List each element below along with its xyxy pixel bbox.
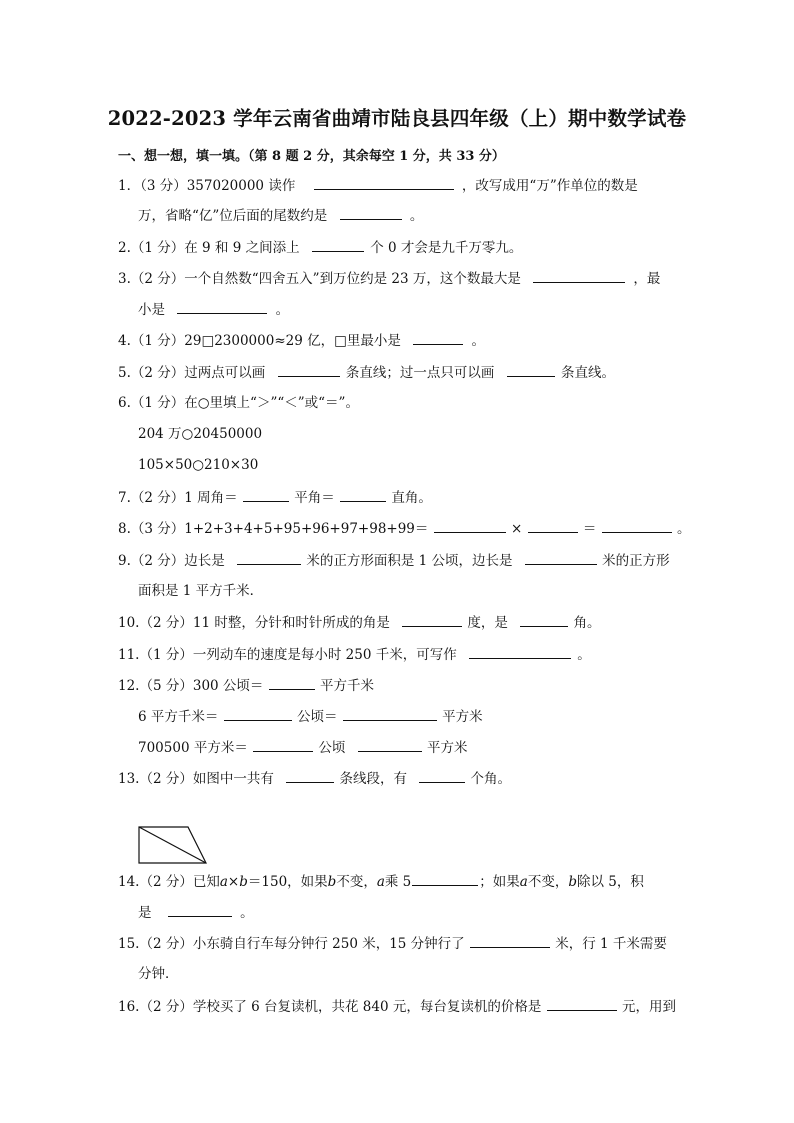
- answer-blank[interactable]: [419, 768, 465, 783]
- answer-blank[interactable]: [525, 550, 597, 565]
- answer-blank[interactable]: [520, 612, 568, 627]
- answer-blank[interactable]: [286, 768, 334, 783]
- section-heading: 一、想一想，填一填。（第 8 题 2 分，其余每空 1 分，共 33 分）: [118, 149, 505, 164]
- answer-blank[interactable]: [237, 550, 301, 565]
- question-15-line-2: 分钟．: [138, 966, 179, 982]
- answer-blank[interactable]: [340, 487, 386, 502]
- question-6-compare-2: 105×50○210×30: [138, 457, 259, 473]
- exam-title: 2022-2023 学年云南省曲靖市陆良县四年级（上）期中数学试卷: [107, 107, 687, 130]
- question-6-compare-1: 204 万○20450000: [138, 426, 263, 442]
- answer-blank[interactable]: [358, 737, 422, 752]
- question-12-line-3: 700500 平方米＝ 公顷 平方米: [138, 737, 468, 758]
- question-5: 5.（2 分）过两点可以画 条直线；过一点只可以画 条直线。: [118, 362, 615, 383]
- question-12-line-2: 6 平方千米＝ 公顷＝ 平方米: [138, 706, 483, 727]
- question-15: 15.（2 分）小东骑自行车每分钟行 250 米，15 分钟行了 米，行 1 千米需要: [118, 933, 667, 954]
- question-7: 7.（2 分）1 周角＝ 平角＝ 直角。: [118, 487, 432, 508]
- question-14: 14.（2 分）已知a×b＝150，如果b不变，a乘 5 ；如果a不变，b除以 5，积: [118, 871, 644, 892]
- answer-blank[interactable]: [224, 706, 292, 721]
- question-2: 2.（1 分）在 9 和 9 之间添上 个 0 才会是九千万零九。: [118, 237, 522, 258]
- answer-blank[interactable]: [253, 737, 313, 752]
- answer-blank[interactable]: [243, 487, 289, 502]
- answer-blank[interactable]: [528, 518, 578, 533]
- question-4: 4.（1 分）29□2300000≈29 亿，□里最小是 。: [118, 330, 485, 351]
- question-3: 3.（2 分）一个自然数“四舍五入”到万位约是 23 万，这个数最大是 ，最: [118, 268, 660, 289]
- question-12: 12.（5 分）300 公顷＝ 平方千米: [118, 675, 374, 696]
- question-14-line-2: 是 。: [138, 902, 254, 923]
- trapezoid-diagonal: [139, 827, 206, 863]
- question-8: 8.（3 分）1+2+3+4+5+95+96+97+98+99＝ × ＝ 。: [118, 518, 691, 539]
- question-16: 16.（2 分）学校买了 6 台复读机，共花 840 元，每台复读机的价格是 元，用到: [118, 996, 676, 1017]
- question-13: 13.（2 分）如图中一共有 条线段，有 个角。: [118, 768, 511, 789]
- question-9-line-2: 面积是 1 平方千米．: [138, 583, 264, 599]
- question-9: 9.（2 分）边长是 米的正方形面积是 1 公顷，边长是 米的正方形: [118, 550, 670, 571]
- answer-blank[interactable]: [547, 996, 617, 1011]
- answer-blank[interactable]: [168, 902, 232, 917]
- question-3-line-2: 小是 。: [138, 299, 289, 320]
- answer-blank[interactable]: [312, 237, 364, 252]
- question-10: 10.（2 分）11 时整，分针和时针所成的角是 度，是 角。: [118, 612, 601, 633]
- answer-blank[interactable]: [314, 175, 454, 190]
- answer-blank[interactable]: [177, 299, 267, 314]
- answer-blank[interactable]: [340, 205, 402, 220]
- answer-blank[interactable]: [343, 706, 437, 721]
- answer-blank[interactable]: [469, 644, 571, 659]
- answer-blank[interactable]: [413, 330, 463, 345]
- answer-blank[interactable]: [412, 871, 478, 886]
- answer-blank[interactable]: [602, 518, 672, 533]
- question-11: 11.（1 分）一列动车的速度是每小时 250 千米，可写作 。: [118, 644, 591, 665]
- answer-blank[interactable]: [470, 933, 550, 948]
- question-1: 1．（3 分）357020000 读作 ，改写成用“万”作单位的数是: [118, 175, 638, 196]
- trapezoid-figure: [138, 826, 210, 866]
- answer-blank[interactable]: [269, 675, 315, 690]
- answer-blank[interactable]: [278, 362, 340, 377]
- question-6: 6.（1 分）在○里填上“＞”“＜”或“＝”。: [118, 395, 359, 411]
- answer-blank[interactable]: [402, 612, 462, 627]
- answer-blank[interactable]: [434, 518, 506, 533]
- question-1-line-2: 万，省略“亿”位后面的尾数约是 。: [138, 205, 423, 226]
- answer-blank[interactable]: [507, 362, 555, 377]
- answer-blank[interactable]: [533, 268, 625, 283]
